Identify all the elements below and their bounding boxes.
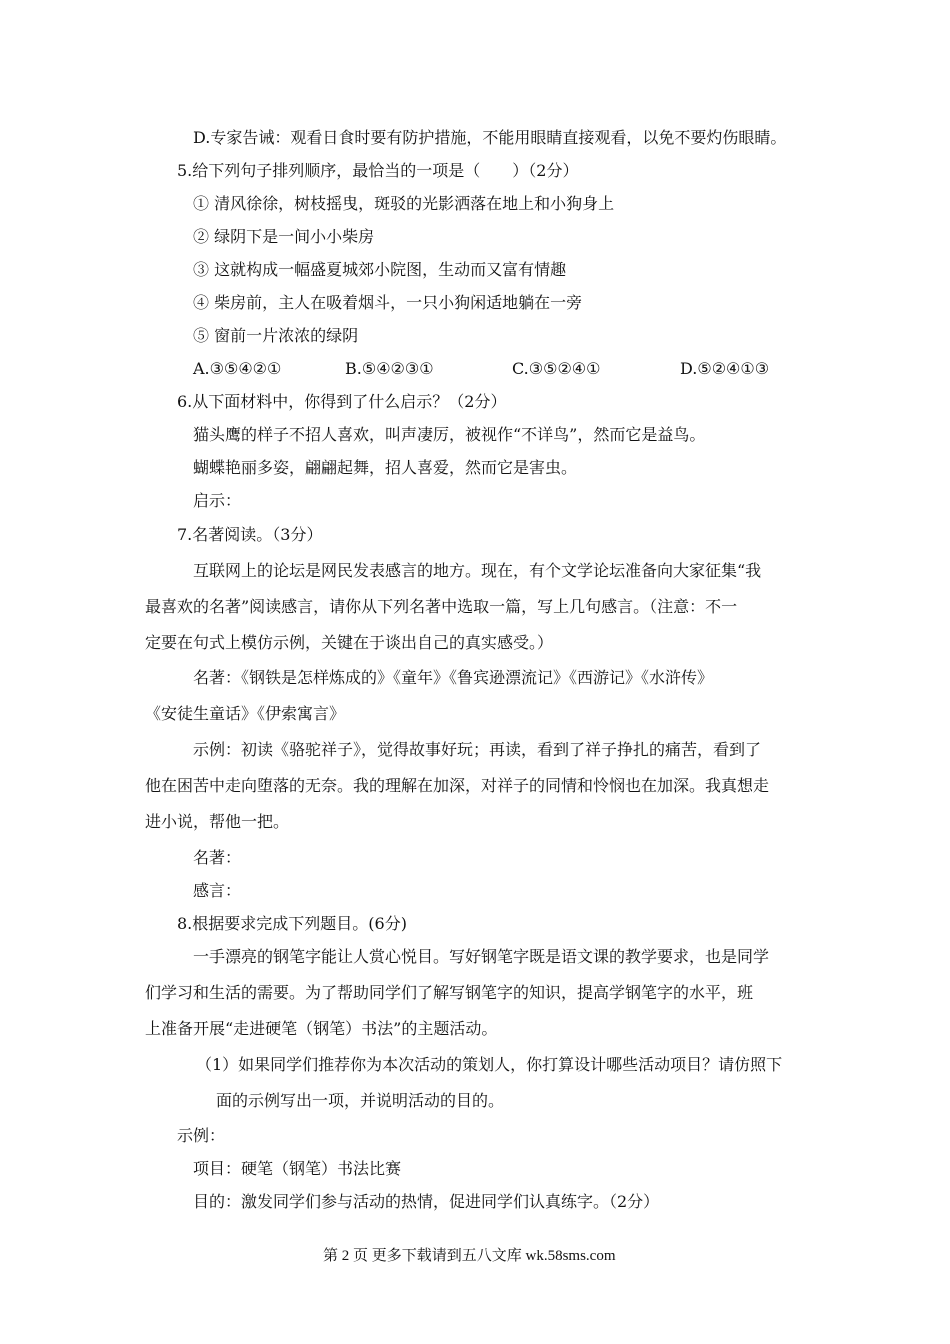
q7-stem: 7.名著阅读。（3分）: [177, 525, 323, 544]
q5-option-b: B.⑤④②③①: [345, 359, 434, 378]
q8-project: 项目：硬笔（钢笔）书法比赛: [193, 1159, 402, 1178]
q8-purpose: 目的：激发同学们参与活动的热情，促进同学们认真练字。（2分）: [193, 1192, 660, 1211]
q8-example-label: 示例：: [177, 1126, 226, 1145]
q5-stem: 5.给下列句子排列顺序，最恰当的一项是（ ）（2分）: [177, 161, 579, 180]
q8-sub1-line-1: （1）如果同学们推荐你为本次活动的策划人，你打算设计哪些活动项目？请仿照下: [196, 1055, 783, 1074]
q5-sentence-3: ③ 这就构成一幅盛夏城郊小院图，生动而又富有情趣: [193, 260, 567, 279]
q6-material-2: 蝴蝶艳丽多姿，翩翩起舞，招人喜爱，然而它是害虫。: [193, 458, 578, 477]
q7-example-1: 示例：初读《骆驼祥子》，觉得故事好玩；再读，看到了祥子挣扎的痛苦，看到了: [193, 740, 762, 759]
q5-sentence-4: ④ 柴房前，主人在吸着烟斗，一只小狗闲适地躺在一旁: [193, 293, 583, 312]
q7-example-3: 进小说，帮他一把。: [145, 812, 290, 831]
q5-sentence-2: ② 绿阴下是一间小小柴房: [193, 227, 375, 246]
q7-feeling-label: 感言：: [193, 881, 242, 900]
q7-intro-2: 最喜欢的名著”阅读感言，请你从下列名著中选取一篇，写上几句感言。（注意：不一: [145, 597, 738, 616]
q5-option-a: A.③⑤④②①: [193, 359, 282, 378]
q8-intro-1: 一手漂亮的钢笔字能让人赏心悦目。写好钢笔字既是语文课的教学要求，也是同学: [193, 947, 770, 966]
q7-books-2: 《安徒生童话》《伊索寓言》: [145, 704, 346, 723]
q8-sub1-line-2: 面的示例写出一项，并说明活动的目的。: [216, 1091, 505, 1110]
q7-example-2: 他在困苦中走向堕落的无奈。我的理解在加深，对祥子的同情和怜悯也在加深。我真想走: [145, 776, 770, 795]
q6-material-1: 猫头鹰的样子不招人喜欢，叫声凄厉，被视作“不详鸟”，然而它是益鸟。: [193, 425, 706, 444]
q7-book-label: 名著：: [193, 848, 242, 867]
q6-stem: 6.从下面材料中，你得到了什么启示？（2分）: [177, 392, 507, 411]
q5-option-c: C.③⑤②④①: [512, 359, 601, 378]
q8-intro-2: 们学习和生活的需要。为了帮助同学们了解写钢笔字的知识，提高学钢笔字的水平，班: [145, 983, 754, 1002]
page-footer: 第 2 页 更多下载请到五八文库 wk.58sms.com: [323, 1248, 616, 1264]
q4-option-d: D.专家告诫：观看日食时要有防护措施，不能用眼睛直接观看，以免不要灼伤眼睛。: [193, 128, 787, 147]
q5-sentence-1: ① 清风徐徐，树枝摇曳，斑驳的光影洒落在地上和小狗身上: [193, 194, 615, 213]
q6-answer-label: 启示：: [193, 491, 242, 510]
q7-books-1: 名著：《钢铁是怎样炼成的》《童年》《鲁宾逊漂流记》《西游记》《水浒传》: [193, 668, 714, 687]
q8-stem: 8.根据要求完成下列题目。(6分): [177, 914, 407, 933]
q5-option-d: D.⑤②④①③: [680, 359, 770, 378]
q5-sentence-5: ⑤ 窗前一片浓浓的绿阴: [193, 326, 359, 345]
q7-intro-1: 互联网上的论坛是网民发表感言的地方。现在，有个文学论坛准备向大家征集“我: [193, 561, 762, 580]
q8-intro-3: 上准备开展“走进硬笔（钢笔）书法”的主题活动。: [145, 1019, 498, 1038]
q7-intro-3: 定要在句式上模仿示例，关键在于谈出自己的真实感受。）: [145, 633, 554, 652]
